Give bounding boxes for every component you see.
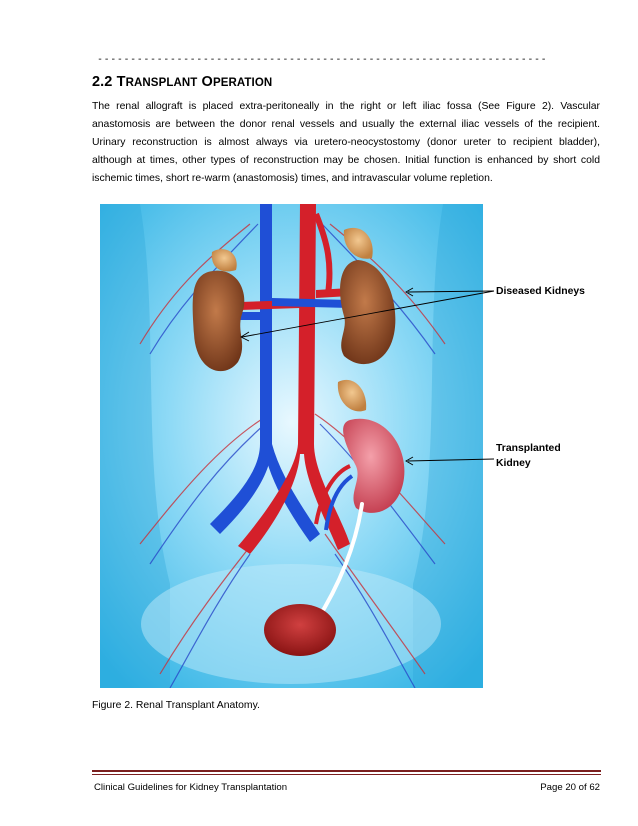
body-paragraph: The renal allograft is placed extra-peritoneally in the right or left iliac fossa (See Figure 2). Vascular anastomosis are between the donor renal vessels and usually the external iliac vessels of the recipient. Urinary reconstruction is almost always via uretero-neocystostomy (donor ureter to recipient bladder), although at times, other types of reconstruction may be chosen. Initial function is enhanced by short cold ischemic times, short re-warm (anastomosis) times, and intravascular volume repletion. — [92, 101, 600, 184]
heading-word2-rest: PERATION — [212, 77, 273, 89]
section-number: 2.2 — [92, 74, 113, 90]
bladder — [264, 604, 336, 656]
footer-rule — [92, 770, 601, 775]
top-dashed-rule: -------------------------------------------------------------------- — [97, 54, 548, 65]
renal-anatomy-figure — [100, 204, 483, 688]
label-diseased-kidneys: Diseased Kidneys — [496, 286, 585, 297]
section-heading — [92, 74, 272, 90]
heading-word1-cap: T — [116, 74, 126, 90]
label-transplanted-kidney: Transplanted Kidney — [496, 443, 561, 469]
heading-word2-cap: O — [201, 74, 213, 90]
footer-document-title: Clinical Guidelines for Kidney Transplantation — [94, 782, 288, 793]
heading-word1-rest: RANSPLANT — [125, 77, 198, 89]
left-renal-vein — [240, 312, 272, 320]
figure-caption: Figure 2. Renal Transplant Anatomy. — [92, 700, 260, 711]
diseased-kidney-left — [193, 271, 245, 372]
footer-page-number: Page 20 of 62 — [540, 782, 600, 793]
anatomy-illustration — [100, 204, 483, 688]
